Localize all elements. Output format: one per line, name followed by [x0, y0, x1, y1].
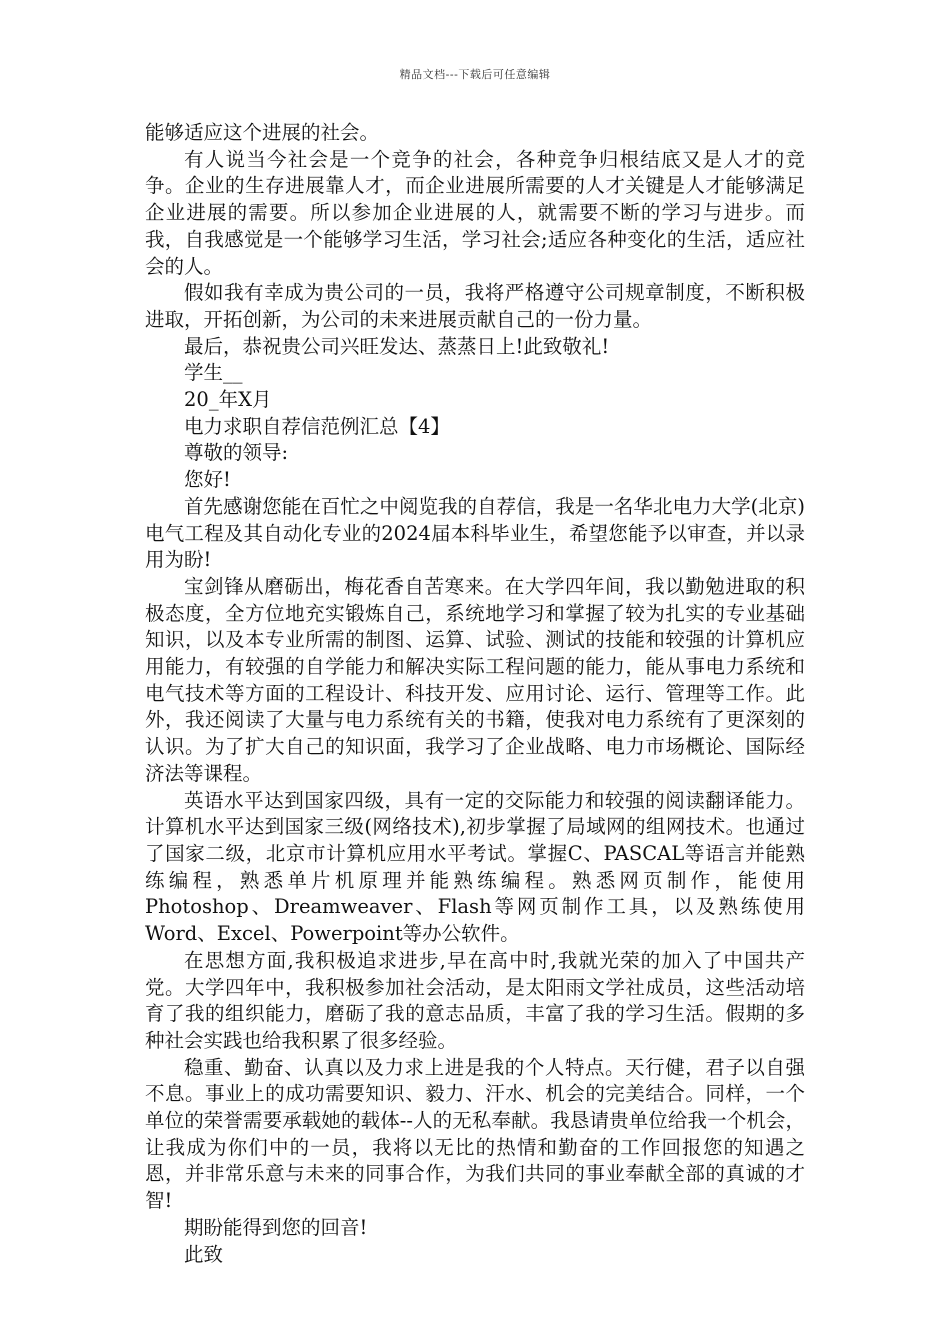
page-header-note: 精品文档---下载后可任意编辑 — [399, 68, 551, 81]
date-line: 20_年X月 — [184, 388, 272, 412]
paragraph: 假如我有幸成为贵公司的一员，我将严格遵守公司规章制度，不断积极进取，开拓创新，为公司的未来进展贡献自己的一份力量。 — [145, 281, 805, 331]
signature-line: 学生__ — [184, 361, 243, 385]
paragraph: 在思想方面,我积极追求进步,早在高中时,我就光荣的加入了中国共产党。大学四年中，我积极参加社会活动，是太阳雨文学社成员，这些活动培育了我的组织能力，磨砺了我的意志品质，丰富了我的学习生活。假期的多种社会实践也给我积累了很多经验。 — [145, 948, 805, 1052]
section-title: 电力求职自荐信范例汇总【4】 — [184, 414, 450, 438]
paragraph: 宝剑锋从磨砺出，梅花香自苦寒来。在大学四年间，我以勤勉进取的积极态度，全方位地充实锻炼自己，系统地学习和掌握了较为扎实的专业基础知识，以及本专业所需的制图、运算、试验、测试的技能和较强的计算机应用能力，有较强的自学能力和解决实际工程问题的能力，能从事电力系统和电气技术等方面的工程设计、科技开发、应用讨论、运行、管理等工作。此外，我还阅读了大量与电力系统有关的书籍，使我对电力系统有了更深刻的认识。为了扩大自己的知识面，我学习了企业战略、电力市场概论、国际经济法等课程。 — [145, 574, 805, 785]
closing-wish: 最后，恭祝贵公司兴旺发达、蒸蒸日上!此致敬礼! — [184, 334, 610, 358]
closing-line: 期盼能得到您的回音! — [184, 1215, 368, 1239]
paragraph: 能够适应这个进展的社会。 — [145, 121, 380, 144]
paragraph: 英语水平达到国家四级，具有一定的交际能力和较强的阅读翻译能力。计算机水平达到国家三级(网络技术),初步掌握了局域网的组网技术。也通过了国家二级，北京市计算机应用水平考试。掌握C、PASCAL等语言并能熟练编程，熟悉单片机原理并能熟练编程。熟悉网页制作，能使用Photoshop、Dreamweaver、Flash等网页制作工具，以及熟练使用Word、Excel、Powerpoint等办公软件。 — [145, 788, 805, 946]
salutation: 尊敬的领导: — [184, 441, 289, 465]
paragraph: 稳重、勤奋、认真以及力求上进是我的个人特点。天行健，君子以自强不息。事业上的成功需要知识、毅力、汗水、机会的完美结合。同样，一个单位的荣誉需要承载她的载体--人的无私奉献。我恳请贵单位给我一个机会，让我成为你们中的一员，我将以无比的热情和勤奋的工作回报您的知遇之恩，并非常乐意与未来的同事合作，为我们共同的事业奉献全部的真诚的才智! — [145, 1055, 805, 1213]
paragraph: 有人说当今社会是一个竞争的社会，各种竞争归根结底又是人才的竞争。企业的生存进展靠人才，而企业进展所需要的人才关键是人才能够满足企业进展的需要。所以参加企业进展的人，就需要不断的学习与进步。而我，自我感觉是一个能够学习生活，学习社会;适应各种变化的生活，适应社会的人。 — [145, 147, 805, 278]
document-body — [145, 120, 805, 1268]
closing-line: 此致 — [184, 1242, 224, 1266]
greeting: 您好! — [184, 468, 231, 492]
paragraph: 首先感谢您能在百忙之中阅览我的自荐信，我是一名华北电力大学(北京)电气工程及其自动化专业的2024届本科毕业生，希望您能予以审查，并以录用为盼! — [145, 494, 805, 572]
